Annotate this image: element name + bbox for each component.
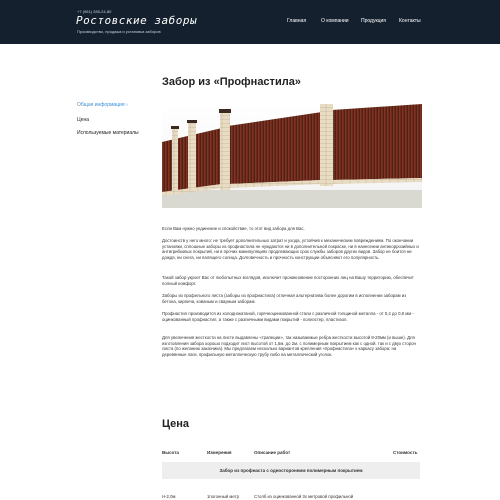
page-title: Забор из «Профнастила» — [162, 76, 301, 88]
header-phone[interactable]: +7 (961) 285-24-80 — [77, 9, 112, 14]
paragraph: Профнастил производится из холоднокатаной, горячеоцинкованной стали с различной толщиной металла - от 0,4 до 0,8 мм - оцинкованный профнастил, а также с различными видами покрытий - полиэстер, пластизол. — [162, 311, 414, 322]
site-header — [0, 0, 500, 44]
sidebar-item-materials[interactable]: Используемые материалы — [77, 130, 139, 136]
column-header-description: Описание работ — [254, 450, 291, 455]
nav-item-home[interactable]: Главная — [287, 18, 307, 24]
main-nav — [0, 18, 500, 26]
nav-item-contacts[interactable]: Контакты — [399, 18, 421, 24]
table-group-row — [162, 462, 420, 479]
fence-photo — [162, 104, 422, 208]
paragraph: Для увеличения жесткости на листе выдавлены «трапеции», так называемые ребра жесткости высотой 8-20мм (и выше). Для изготовления забора хорошо подходит лист высотой от 1,5м. до 2м. с полимерным покрытием как с одной, так и с двух сторон листа (по желанию заказчика). Мы предлагаем несколько вариантов крепления «профнастила» к каркасу забора: на деревянные лаги, профильную металлическую трубу либо на металлический уголок. — [162, 335, 416, 357]
fence-illustration — [162, 104, 422, 208]
column-header-price: Стоимость — [393, 450, 418, 455]
nav-item-about[interactable]: О компании — [321, 18, 349, 24]
column-header-measure: Измерения — [207, 450, 232, 455]
paragraph: Если Вам нужно уединение и спокойствие, то этот вид забора для Вас. — [162, 226, 305, 231]
paragraph: Заборы из профельного листа (заборы из профнастила) отличная альтернатива более дорогим в исполнении заборам из бетона, кирпича, кованым и сварным заборам. — [162, 293, 407, 304]
table-cell-height: Н-2,0м — [162, 494, 176, 499]
column-header-height: Высота — [162, 450, 179, 455]
sidebar-item-general[interactable]: Общая информация › — [77, 102, 128, 108]
paragraph: Достоинств у него много: не требует дополнительных затрат и ухода, устойчив к механическим повреждениям. По окончании установки, сплошные заборы из профнастила не нуждаются ни в дополнительной покраске, ни в нанесении антикоррозийных и антигрибковых покрытий, ни в прочих манипуляциях продлевающих срок службы заборов других видов. Забор не боится ни дождя, ни снега, ни палящего солнца. Долговечность и прочность конструкции объясняют его популярность. — [162, 238, 419, 260]
price-section-title: Цена — [162, 418, 190, 430]
nav-item-products[interactable]: Продукция — [361, 18, 387, 24]
paragraph: Такой забор укроет Вас от любопытных взглядов, исключит проникновение посторонних лиц на Вашу территорию, обеспечит полный комфорт. — [162, 275, 414, 286]
table-cell-description: Столб из оцинкованной 3х метровой профильной — [254, 494, 354, 499]
site-logo[interactable]: Ростовские заборы — [76, 14, 198, 27]
site-tagline: Производство, продажа и установка заборов — [77, 29, 161, 34]
table-group-label: Забор из профнаста с односторонним полимерным покрытием — [219, 468, 363, 473]
sidebar-item-price[interactable]: Цена — [77, 117, 90, 123]
table-cell-measure: 1погонный метр — [207, 494, 239, 499]
